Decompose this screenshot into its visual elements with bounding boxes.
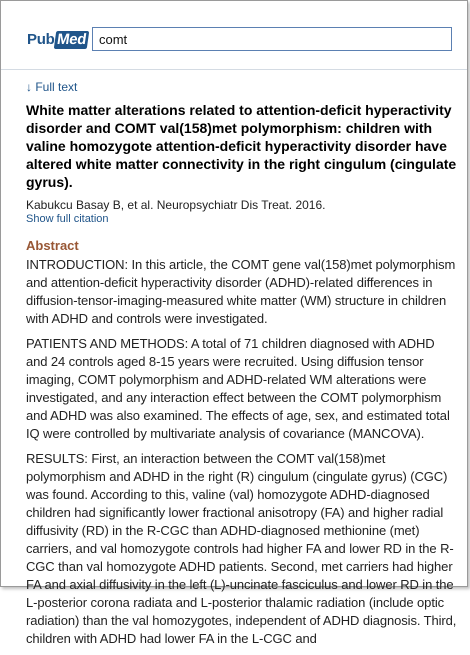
pubmed-logo[interactable] — [27, 31, 89, 49]
article-content — [26, 79, 458, 655]
header — [1, 1, 467, 70]
show-full-citation-link[interactable]: Show full citation — [26, 213, 109, 225]
abstract-results: RESULTS: First, an interaction between the COMT val(158)met polymorphism and ADHD in the right (R) cingulum (cingulate gyrus) (CGC) was found. According to this, valine (val) homozygote ADHD-diagnosed children had significantly lower fractional anisotropy (FA) and higher radial diffusivity (RD) in the R-CGC than ADHD-diagnosed methionine (met) carriers, and val homozygote controls had higher FA and lower RD in the R-CGC than val homozygote ADHD patients. Second, met carriers had higher FA and axial diffusivity in the left (L)-uncinate fasciculus and lower RD in the L-posterior corona radiata and L-posterior thalamic radiation (include optic radiation) than the val homozygotes, independent of ADHD diagnosis. Third, children with ADHD had lower FA in the L-CGC and — [26, 451, 457, 646]
article-title: White matter alterations related to attention-deficit hyperactivity disorder and COMT val(158)met polymorphism: children with valine homozygote attention-deficit hyperactivity disorder have altered white matter connectivity in the right cingulum (cingulate gyrus). — [26, 102, 457, 190]
abstract-heading: Abstract — [26, 238, 79, 253]
abstract-patients-methods: PATIENTS AND METHODS: A total of 71 children diagnosed with ADHD and 24 controls aged 8-15 years were recruited. Using diffusion tensor imaging, COMT polymorphism and ADHD-related WM alterations were investigated, and any interaction effect between the COMT polymorphism and ADHD was also examined. The effects of age, sex, and estimated total IQ were controlled by multivariate analysis of covariance (MANCOVA). — [26, 336, 450, 441]
full-text-link[interactable]: ↓ Full text — [26, 80, 78, 94]
article-citation: Kabukcu Basay B, et al. Neuropsychiatr Dis Treat. 2016. — [26, 198, 326, 212]
logo-highlight: Med — [54, 31, 90, 49]
logo-text: Pub — [27, 31, 55, 48]
abstract-introduction: INTRODUCTION: In this article, the COMT gene val(158)met polymorphism and attention-deficit hyperactivity disorder (ADHD)-related differences in diffusion-tensor-imaging-measured white matter (WM) structure in children with ADHD and controls were investigated. — [26, 257, 456, 326]
search-input[interactable] — [92, 27, 452, 51]
